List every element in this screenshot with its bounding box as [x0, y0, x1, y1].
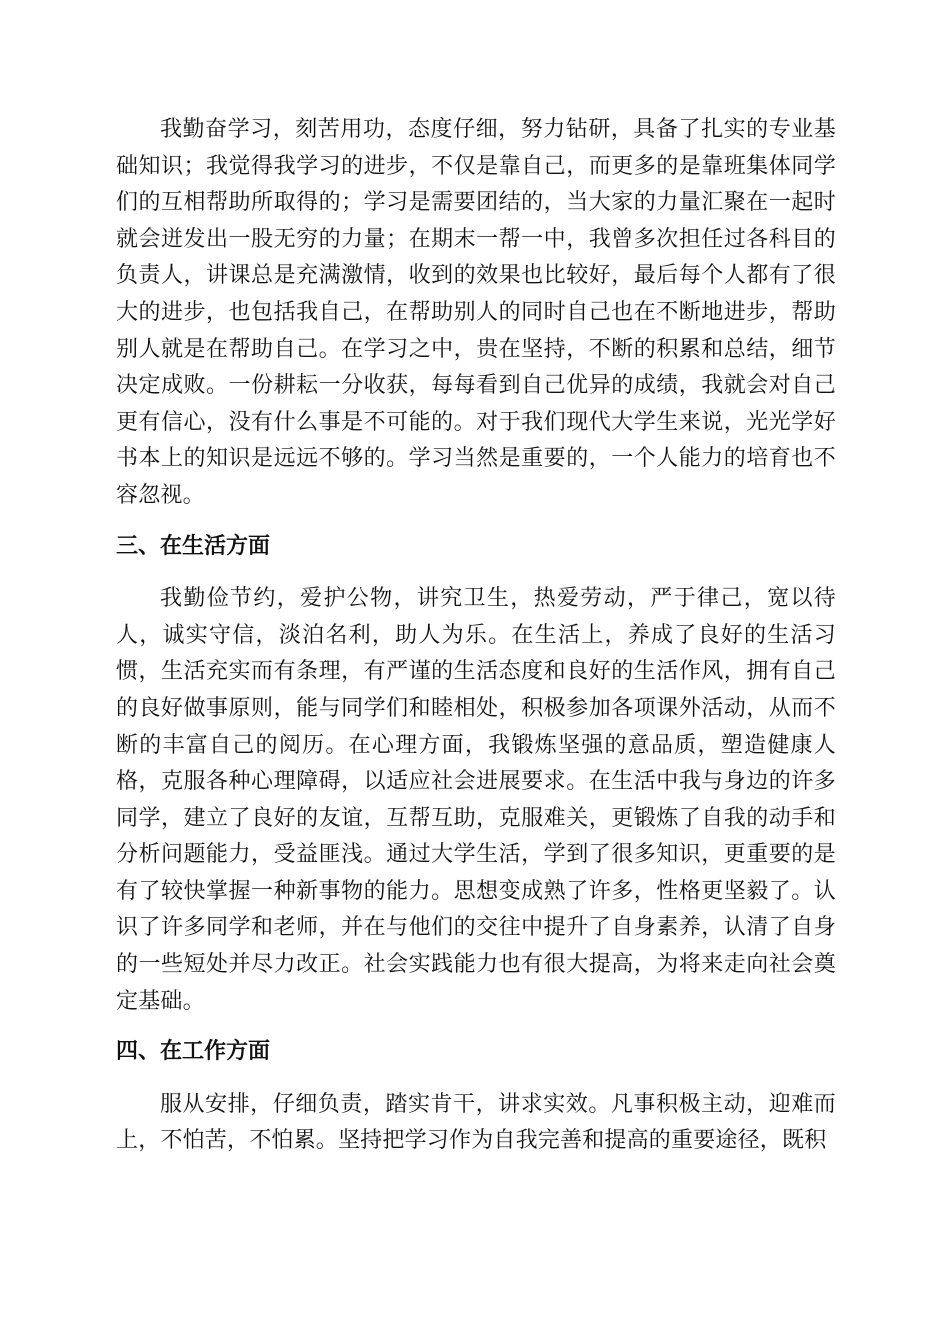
- document-page: [116, 112, 836, 1160]
- study-paragraph: 我勤奋学习，刻苦用功，态度仔细，努力钻研，具备了扎实的专业基础知识；我觉得我学习的进步，不仅是靠自己，而更多的是靠班集体同学们的互相帮助所取得的；学习是需要团结的，当大家的力量汇聚在一起时就会迸发出一股无穷的力量；在期末一帮一中，我曾多次担任过各科目的负责人，讲课总是充满激情，收到的效果也比较好，最后每个人都有了很大的进步，也包括我自己，在帮助别人的同时自己也在不断地进步，帮助别人就是在帮助自己。在学习之中，贵在坚持，不断的积累和总结，细节决定成败。一份耕耘一分收获，每每看到自己优异的成绩，我就会对自己更有信心，没有什么事是不可能的。对于我们现代大学生来说，光光学好书本上的知识是远远不够的。学习当然是重要的，一个人能力的培育也不容忽视。: [116, 117, 836, 508]
- section-heading-work: 四、在工作方面: [116, 1039, 271, 1065]
- work-paragraph: 服从安排，仔细负责，踏实肯干，讲求实效。凡事积极主动，迎难而上，不怕苦，不怕累。坚持把学习作为自我完善和提高的重要途径，既积: [116, 1091, 836, 1154]
- life-paragraph: 我勤俭节约，爱护公物，讲究卫生，热爱劳动，严于律己，宽以待人，诚实守信，淡泊名利，助人为乐。在生活上，养成了良好的生活习惯，生活充实而有条理，有严谨的生活态度和良好的生活作风，拥有自己的良好做事原则，能与同学们和睦相处，积极参加各项课外活动，从而不断的丰富自己的阅历。在心理方面，我锻炼坚强的意品质，塑造健康人格，克服各种心理障碍，以适应社会进展要求。在生活中我与身边的许多同学，建立了良好的友谊，互帮互助，克服难关，更锻炼了自我的动手和分析问题能力，受益匪浅。通过大学生活，学到了很多知识，更重要的是有了较快掌握一种新事物的能力。思想变成熟了许多，性格更坚毅了。认识了许多同学和老师，并在与他们的交往中提升了自身素养，认清了自身的一些短处并尽力改正。社会实践能力也有很大提高，为将来走向社会奠定基础。: [116, 586, 836, 1014]
- section-heading-life: 三、在生活方面: [116, 533, 271, 559]
